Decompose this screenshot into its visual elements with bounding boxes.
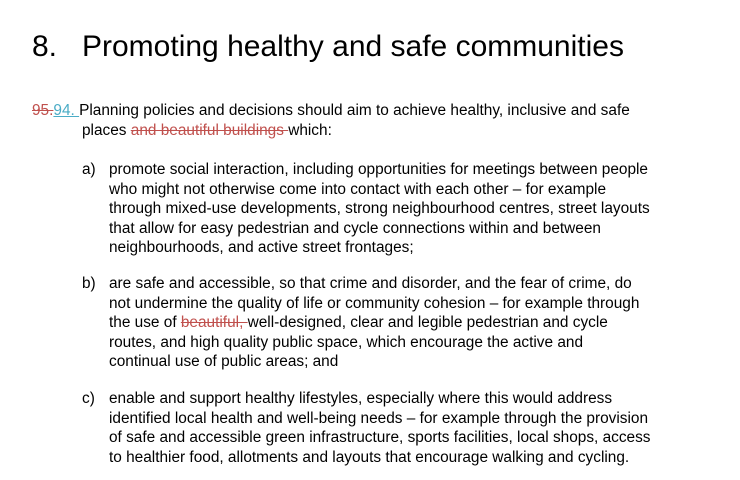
paragraph-intro xyxy=(32,101,722,140)
list-marker-a: a) xyxy=(82,161,96,178)
list-item-a-line-4: that allow for easy pedestrian and cycle connections within and between xyxy=(109,219,601,237)
list-item-c-line-3: of safe and accessible green infrastructure, sports facilities, local shops, access xyxy=(109,429,651,446)
section-number: 8. xyxy=(32,30,58,63)
paragraph-text-line-2-end: which: xyxy=(288,121,332,139)
list-item-a-line-5: neighbourhoods, and active street frontages; xyxy=(109,239,414,256)
list-item-b-line-3 xyxy=(109,313,639,333)
list-item-c-line-4: to healthier food, allotments and layouts that encourage walking and cycling. xyxy=(109,448,630,466)
list-item-b-line-4: routes, and high quality public space, which encourage the active and xyxy=(109,333,583,351)
list-item-c-line-2: identified local health and well-being needs – for example through the provision xyxy=(109,409,649,427)
list-marker-b: b) xyxy=(82,275,96,292)
inserted-paragraph-number: 94. xyxy=(53,102,80,119)
list-item-a-line-3: through mixed-use developments, strong neighbourhood centres, street layouts xyxy=(109,200,650,217)
paragraph-line-1 xyxy=(32,101,722,121)
list-item-a-line-2: who might not otherwise come into contact with each other – for example xyxy=(109,180,607,198)
deleted-paragraph-number: 95. xyxy=(32,102,54,119)
paragraph-text-line-2-start: places xyxy=(82,121,131,139)
list-marker-c: c) xyxy=(82,390,95,407)
list-item-b-body xyxy=(109,274,639,372)
deleted-text-beautiful: beautiful, xyxy=(180,314,248,331)
list-item-c-line-1: enable and support healthy lifestyles, especially where this would address xyxy=(109,390,613,407)
list-item-c-body xyxy=(109,389,651,467)
list-item-b-line-2: not undermine the quality of life or community cohesion – for example through xyxy=(109,294,640,312)
paragraph-line-2 xyxy=(32,121,722,141)
section-title: Promoting healthy and safe communities xyxy=(82,30,624,63)
list-item-b-line-1: are safe and accessible, so that crime and disorder, and the fear of crime, do xyxy=(109,275,632,292)
list-item-a-line-1: promote social interaction, including opportunities for meetings between people xyxy=(109,161,648,178)
section-heading xyxy=(32,28,624,66)
paragraph-text-line-1: Planning policies and decisions should aim to achieve healthy, inclusive and safe xyxy=(79,102,630,119)
list-item-b-line-3-start: the use of xyxy=(109,314,181,331)
deleted-text-beautiful-buildings: and beautiful buildings xyxy=(130,121,289,139)
list-item-b-line-3-end: well-designed, clear and legible pedestrian and cycle xyxy=(247,314,608,331)
list-item-a-body xyxy=(109,160,650,258)
list-item-b-line-5: continual use of public areas; and xyxy=(109,353,339,370)
